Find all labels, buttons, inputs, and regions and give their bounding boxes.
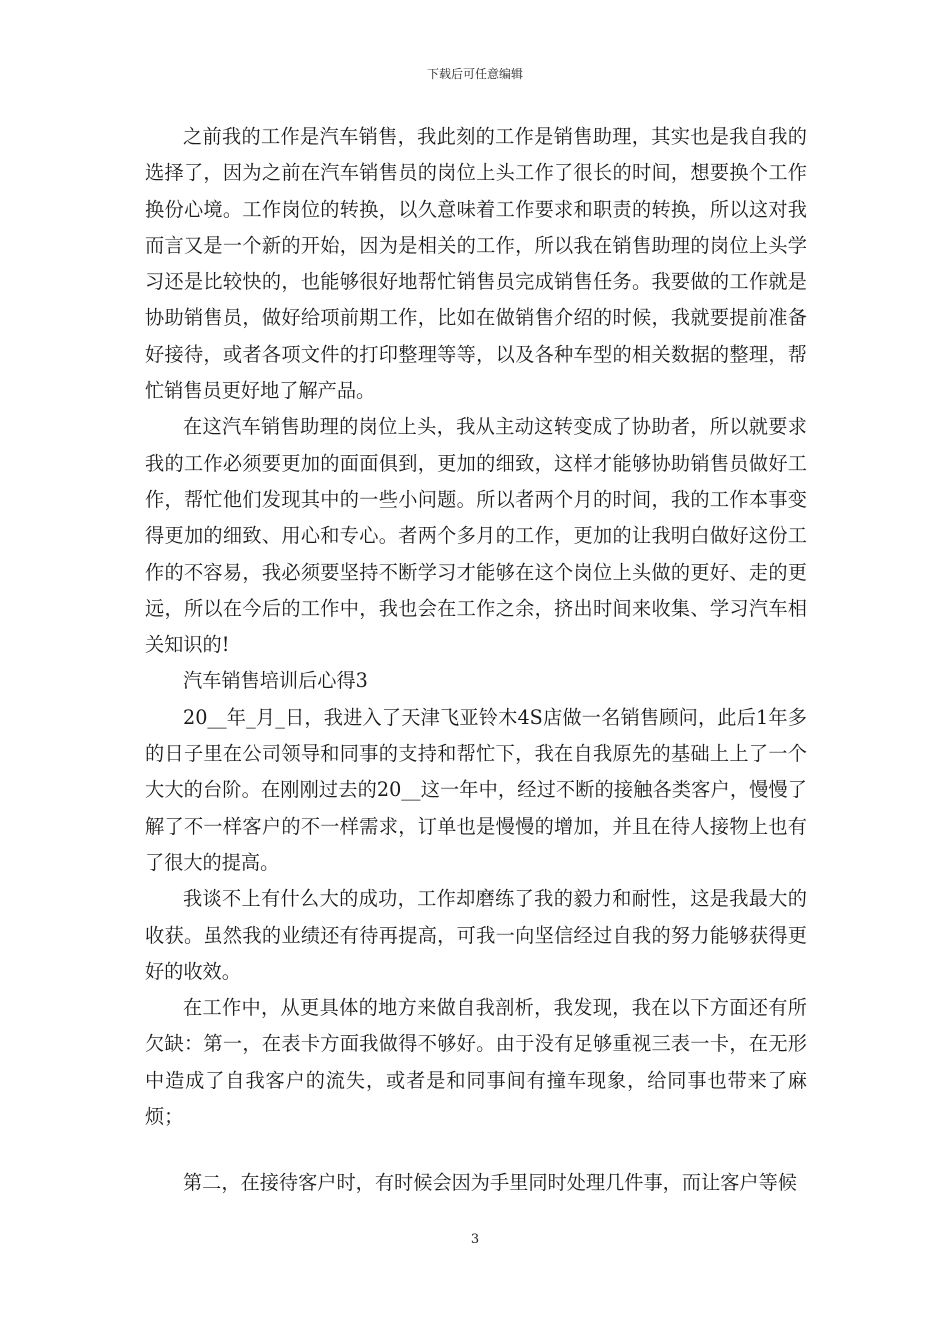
paragraph-shortcomings: 在工作中，从更具体的地方来做自我剖析，我发现，我在以下方面还有所欠缺：第一，在表卡方面我做得不够好。由于没有足够重视三表一卡，在无形中造成了自我客户的流失，或者是和同事间有撞车现象，给同事也带来了麻烦； — [145, 996, 807, 1129]
page-number: 3 — [470, 1232, 480, 1247]
paragraph-assistant-growth: 在这汽车销售助理的岗位上头，我从主动这转变成了协助者，所以就要求我的工作必须要更加的面面俱到，更加的细致，这样才能够协助销售员做好工作，帮忙他们发现其中的一些小问题。所以者两个月的时间，我的工作本事变得更加的细致、用心和专心。者两个多月的工作，更加的让我明白做好这份工作的不容易，我必须要坚持不断学习才能够在这个岗位上头做的更好、走的更远，所以在今后的工作中，我也会在工作之余，挤出时间来收集、学习汽车相关知识的! — [145, 415, 807, 657]
paragraph-sales-assistant-role: 之前我的工作是汽车销售，我此刻的工作是销售助理，其实也是我自我的选择了，因为之前在汽车销售员的岗位上头工作了很长的时间，想要换个工作换份心境。工作岗位的转换，以久意味着工作要求和职责的转换，所以这对我而言又是一个新的开始，因为是相关的工作，所以我在销售助理的岗位上头学习还是比较快的，也能够很好地帮忙销售员完成销售任务。我要做的工作就是协助销售员，做好给项前期工作，比如在做销售介绍的时候，我就要提前准备好接待，或者各项文件的打印整理等等，以及各种车型的相关数据的整理，帮忙销售员更好地了解产品。 — [145, 125, 807, 403]
section-heading: 汽车销售培训后心得3 — [183, 669, 368, 693]
document-body — [145, 119, 807, 1202]
page-header: 下载后可任意编辑 — [426, 67, 523, 81]
paragraph-gap — [145, 1135, 807, 1165]
paragraph-gains: 我谈不上有什么大的成功，工作却磨练了我的毅力和耐性，这是我最大的收获。虽然我的业绩还有待再提高，可我一向坚信经过自我的努力能够获得更好的收效。 — [145, 887, 807, 983]
paragraph-second-point: 第二，在接待客户时，有时候会因为手里同时处理几件事，而让客户等候 — [183, 1171, 797, 1195]
paragraph-joining-store: 20__年_月_日，我进入了天津飞亚铃木4S店做一名销售顾问，此后1年多的日子里在公司领导和同事的支持和帮忙下，我在自我原先的基础上上了一个大大的台阶。在刚刚过去的20__这一年中，经过不断的接触各类客户，慢慢了解了不一样客户的不一样需求，订单也是慢慢的增加，并且在待人接物上也有了很大的提高。 — [145, 705, 807, 874]
